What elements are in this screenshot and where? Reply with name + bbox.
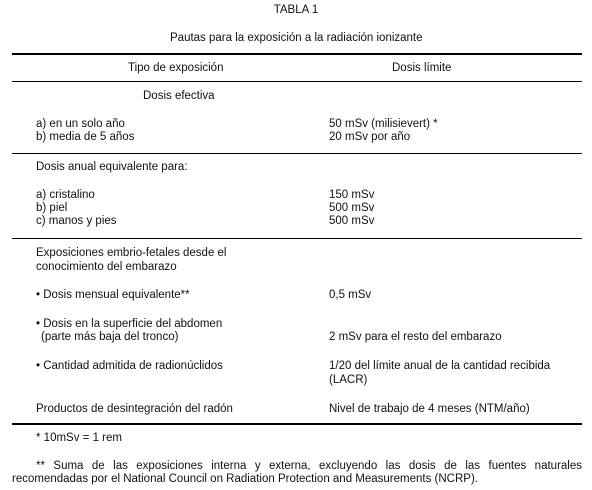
row-value-line2: (LACR) — [329, 374, 368, 386]
section-heading-embrio-fetales-line2: conocimiento del embarazo — [36, 261, 177, 273]
footnote-single-asterisk: * 10mSv = 1 rem — [36, 432, 122, 444]
row-label: b) piel — [36, 202, 68, 214]
row-value: 500 mSv — [329, 215, 375, 227]
row-label: a) en un solo año — [36, 118, 125, 130]
row-value: 1/20 del límite anual de la cantidad recibida — [329, 360, 551, 372]
table-subtitle: Pautas para la exposición a la radiación ionizante — [170, 32, 423, 44]
row-value: 20 mSv por año — [329, 131, 411, 143]
section-heading-embrio-fetales: Exposiciones embrio-fetales desde el — [36, 247, 227, 259]
row-label: a) cristalino — [36, 189, 95, 201]
row-value: 150 mSv — [329, 189, 375, 201]
row-label-line2: (parte más baja del tronco) — [41, 331, 179, 343]
row-label: • Dosis en la superficie del abdomen — [36, 318, 223, 330]
header-rule — [12, 81, 582, 82]
header-tipo-exposicion: Tipo de exposición — [128, 62, 224, 74]
row-value: 500 mSv — [329, 202, 375, 214]
row-value: 2 mSv para el resto del embarazo — [329, 331, 502, 343]
row-label: • Cantidad admitida de radionúclidos — [36, 360, 223, 372]
row-label: • Dosis mensual equivalente** — [36, 289, 190, 301]
row-label: b) media de 5 años — [36, 131, 135, 143]
table-title: TABLA 1 — [273, 4, 319, 16]
header-dosis-limite: Dosis límite — [392, 62, 452, 74]
row-value: 50 mSv (milisievert) * — [329, 118, 438, 130]
row-label: Productos de desintegración del radón — [36, 403, 233, 415]
section-divider — [12, 153, 582, 154]
row-value: 0,5 mSv — [329, 289, 372, 301]
top-rule — [12, 53, 582, 55]
section-heading-dosis-anual: Dosis anual equivalente para: — [36, 161, 188, 173]
row-value: Nivel de trabajo de 4 meses (NTM/año) — [329, 403, 530, 415]
section-divider — [12, 238, 582, 239]
footnote-double-asterisk: ** Suma de las exposiciones interna y externa, excluyendo las dosis de las fuentes naturales recomendadas por el National Council on Radiation Protection and Measurements (NCRP). — [12, 460, 582, 485]
bottom-rule — [12, 423, 582, 425]
section-heading-dosis-efectiva: Dosis efectiva — [143, 90, 215, 102]
row-label: c) manos y pies — [36, 215, 117, 227]
